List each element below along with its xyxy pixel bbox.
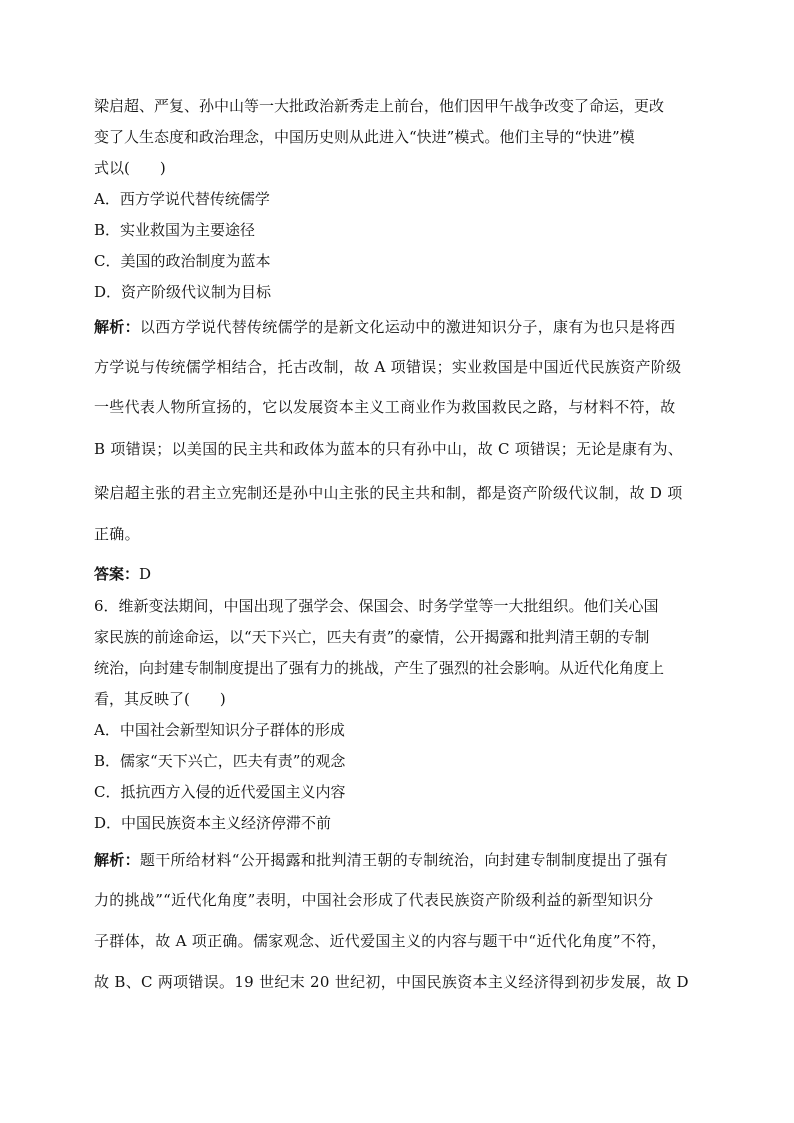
q5-stem-line-1: 梁启超、严复、孙中山等一大批政治新秀走上前台，他们因甲午战争改变了命运，更改 <box>94 97 665 115</box>
q5-analysis-line-4: B 项错误；以美国的民主共和政体为蓝本的只有孙中山，故 C 项错误；无论是康有为、 <box>94 440 684 458</box>
q6-analysis-line-4: 故 B、C 两项错误。19 世纪末 20 世纪初，中国民族资本主义经济得到初步发展，故 D <box>94 973 689 991</box>
q5-stem-line-2: 变了人生态度和政治理念，中国历史则从此进入“快进”模式。他们主导的“快进”模 <box>94 128 635 146</box>
q5-answer-label: 答案： <box>94 565 140 583</box>
q6-stem-line-2: 家民族的前途命运，以“天下兴亡，匹夫有责”的豪情，公开揭露和批判清王朝的专制 <box>94 628 650 646</box>
q6-option-b: B．儒家“天下兴亡，匹夫有责”的观念 <box>94 752 346 770</box>
q5-answer <box>94 564 151 584</box>
q6-stem-line-4: 看，其反映了( ) <box>94 690 226 708</box>
q5-analysis-line-5: 梁启超主张的君主立宪制还是孙中山主张的民主共和制，都是资产阶级代议制，故 D 项 <box>94 484 683 502</box>
q5-analysis-line-6: 正确。 <box>94 525 140 543</box>
q5-option-a: A．西方学说代替传统儒学 <box>94 190 270 208</box>
q5-analysis-line-3: 一些代表人物所宣扬的，它以发展资本主义工商业作为救国救民之路，与材料不符，故 <box>94 398 676 416</box>
q6-option-a: A．中国社会新型知识分子群体的形成 <box>94 721 345 739</box>
q6-analysis-line-2: 力的挑战”“近代化角度”表明，中国社会形成了代表民族资产阶级利益的新型知识分 <box>94 891 654 909</box>
q6-analysis-text-1: 题干所给材料“公开揭露和批判清王朝的专制统治，向封建专制制度提出了强有 <box>139 851 669 869</box>
q6-analysis-line-1 <box>94 850 668 870</box>
q5-option-c: C．美国的政治制度为蓝本 <box>94 252 271 270</box>
q6-stem-line-3: 统治，向封建专制制度提出了强有力的挑战，产生了强烈的社会影响。从近代化角度上 <box>94 659 665 677</box>
q5-option-d: D．资产阶级代议制为目标 <box>94 283 272 301</box>
q5-analysis-line-2: 方学说与传统儒学相结合，托古改制，故 A 项错误；实业救国是中国近代民族资产阶级 <box>94 358 682 376</box>
q6-analysis-label: 解析： <box>94 851 140 869</box>
q5-analysis-text-1: 以西方学说代替传统儒学的是新文化运动中的激进知识分子，康有为也只是将西 <box>139 318 676 336</box>
q6-stem-line-1: 6．维新变法期间，中国出现了强学会、保国会、时务学堂等一大批组织。他们关心国 <box>94 597 659 615</box>
q6-analysis-line-3: 子群体，故 A 项正确。儒家观念、近代爱国主义的内容与题干中“近代化角度”不符， <box>94 932 667 950</box>
q5-option-b: B．实业救国为主要途径 <box>94 221 256 239</box>
q5-analysis-label: 解析： <box>94 318 140 336</box>
q6-option-d: D．中国民族资本主义经济停滞不前 <box>94 814 332 832</box>
q5-answer-value: D <box>139 565 152 583</box>
q5-analysis-line-1 <box>94 317 675 337</box>
q5-stem-line-3: 式以( ) <box>94 159 166 177</box>
q6-option-c: C．抵抗西方入侵的近代爱国主义内容 <box>94 783 346 801</box>
